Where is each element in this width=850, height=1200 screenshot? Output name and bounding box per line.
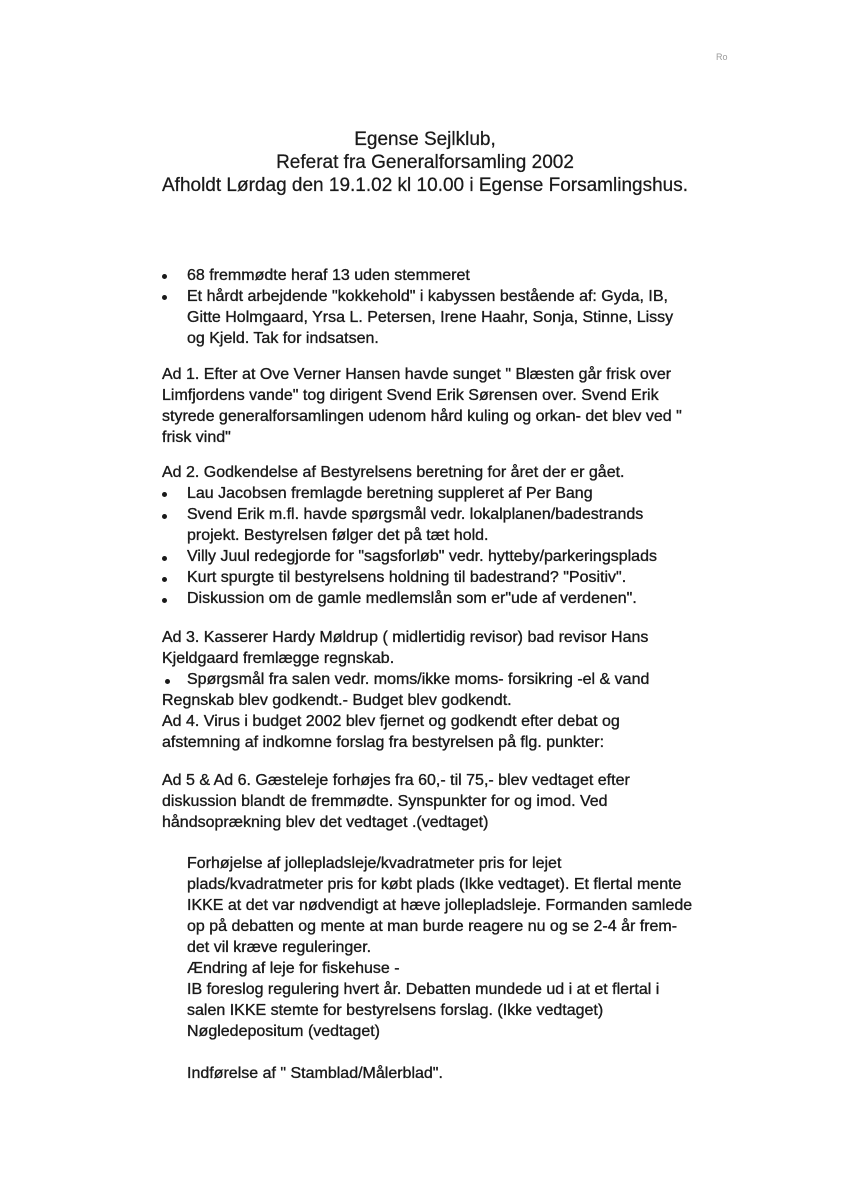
ad2-item3: Villy Juul redegjorde for "sagsforløb" vedr. hytteby/parkeringsplads: [187, 548, 657, 565]
title-minutes: Referat fra Generalforsamling 2002: [276, 152, 574, 173]
proposal-line5: det vil kræve reguleringer.: [187, 939, 372, 956]
proposal-line10: Indførelse af " Stamblad/Målerblad".: [187, 1065, 443, 1082]
proposal-line2: plads/kvadratmeter pris for købt plads (Ikke vedtaget). Et flertal mente: [187, 876, 682, 893]
ad3-line2: Kjeldgaard fremlægge regnskab.: [162, 650, 395, 667]
ad1-line3: styrede generalforsamlingen udenom hård kuling og orkan- det blev ved ": [162, 408, 682, 425]
ad2-item4: Kurt spurgte til bestyrelsens holdning til badestrand? "Positiv".: [187, 569, 627, 586]
ad2-item5: Diskussion om de gamle medlemslån som er"ude af verdenen".: [187, 590, 637, 607]
bullet-icon: [162, 492, 167, 497]
bullet-icon: [162, 598, 167, 603]
ad56-line1: Ad 5 & Ad 6. Gæsteleje forhøjes fra 60,- til 75,- blev vedtaget efter: [162, 772, 630, 789]
ad2-item2-line1: Svend Erik m.fl. havde spørgsmål vedr. lokalplanen/badestrands: [187, 506, 644, 523]
ad1-line4: frisk vind": [162, 429, 231, 446]
ad1-line1: Ad 1. Efter at Ove Verner Hansen havde sunget " Blæsten går frisk over: [162, 366, 672, 383]
ad2-item2-line2: projekt. Bestyrelsen følger det på tæt hold.: [187, 527, 489, 544]
document-title: [0, 128, 850, 197]
bullet-icon: [162, 556, 167, 561]
title-date-place: Afholdt Lørdag den 19.1.02 kl 10.00 i Egense Forsamlingshus.: [162, 175, 688, 196]
ad2-item1: Lau Jacobsen fremlagde beretning suppleret af Per Bang: [187, 485, 593, 502]
ad1-line2: Limfjordens vande" tog dirigent Svend Erik Sørensen over. Svend Erik: [162, 387, 659, 404]
ad56-line2: diskussion blandt de fremmødte. Synspunkter for og imod. Ved: [162, 793, 608, 810]
ad4-line2: afstemning af indkomne forslag fra bestyrelsen på flg. punkter:: [162, 734, 605, 751]
proposal-line8: salen IKKE stemte for bestyrelsens forslag. (Ikke vedtaget): [187, 1002, 604, 1019]
proposal-line9: Nøgledepositum (vedtaget): [187, 1023, 380, 1040]
corner-mark: Ro: [716, 52, 728, 62]
proposal-line6: Ændring af leje for fiskehuse -: [187, 960, 400, 977]
ad56-line3: håndsoprækning blev det vedtaget .(vedtaget): [162, 814, 489, 831]
intro-kitchen-line3: og Kjeld. Tak for indsatsen.: [187, 330, 379, 347]
intro-attendance: 68 fremmødte heraf 13 uden stemmeret: [187, 267, 470, 284]
ad2-heading: Ad 2. Godkendelse af Bestyrelsens beretning for året der er gået.: [162, 464, 625, 481]
ad4-line1: Ad 4. Virus i budget 2002 blev fjernet og godkendt efter debat og: [162, 713, 620, 730]
bullet-icon: [165, 679, 170, 684]
bullet-icon: [162, 514, 167, 519]
proposal-line4: op på debatten og mente at man burde reagere nu og se 2-4 år frem-: [187, 918, 678, 935]
bullet-icon: [162, 577, 167, 582]
intro-kitchen-line1: Et hårdt arbejdende "kokkehold" i kabyssen bestående af: Gyda, IB,: [187, 288, 668, 305]
proposal-line7: IB foreslog regulering hvert år. Debatten mundede ud i at et flertal i: [187, 981, 660, 998]
ad3-line1: Ad 3. Kasserer Hardy Møldrup ( midlertidig revisor) bad revisor Hans: [162, 629, 649, 646]
bullet-icon: [162, 274, 167, 279]
ad3-question: Spørgsmål fra salen vedr. moms/ikke moms- forsikring -el & vand: [187, 671, 650, 688]
proposal-line1: Forhøjelse af jollepladsleje/kvadratmeter pris for lejet: [187, 855, 562, 872]
bullet-icon: [162, 295, 167, 300]
title-club: Egense Sejlklub,: [354, 129, 496, 150]
intro-kitchen-line2: Gitte Holmgaard, Yrsa L. Petersen, Irene Haahr, Sonja, Stinne, Lissy: [187, 309, 674, 326]
ad3-approval: Regnskab blev godkendt.- Budget blev godkendt.: [162, 692, 512, 709]
proposal-line3: IKKE at det var nødvendigt at hæve jollepladsleje. Formanden samlede: [187, 897, 693, 914]
